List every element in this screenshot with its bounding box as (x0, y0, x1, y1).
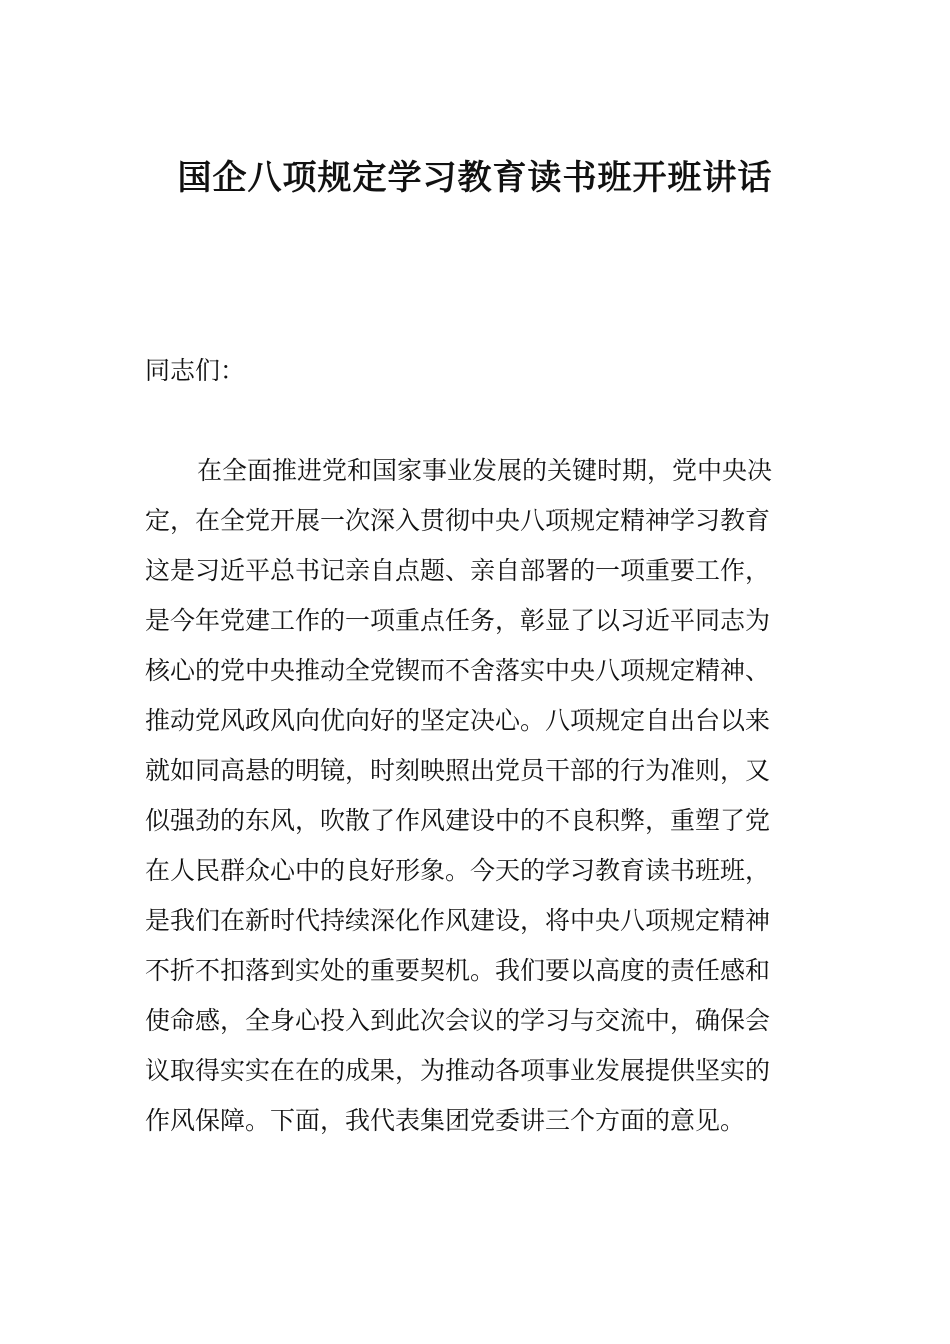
document-title: 国企八项规定学习教育读书班开班讲话 (177, 158, 773, 198)
paragraph-line: 核心的党中央推动全党锲而不舍落实中央八项规定精神、 (145, 656, 771, 685)
paragraph-line: 这是习近平总书记亲自点题、亲自部署的一项重要工作， (145, 556, 771, 585)
paragraph-line: 使命感，全身心投入到此次会议的学习与交流中，确保会 (145, 1006, 771, 1035)
paragraph-line: 议取得实实在在的成果，为推动各项事业发展提供坚实的 (145, 1056, 771, 1085)
paragraph-line: 似强劲的东风，吹散了作风建设中的不良积弊，重塑了党 (145, 806, 771, 835)
body-paragraph (145, 446, 809, 1146)
paragraph-line: 定，在全党开展一次深入贯彻中央八项规定精神学习教育 (145, 506, 771, 535)
paragraph-line: 是今年党建工作的一项重点任务，彰显了以习近平同志为 (145, 606, 771, 635)
paragraph-line: 就如同高悬的明镜，时刻映照出党员干部的行为准则，又 (145, 756, 771, 785)
paragraph-line: 不折不扣落到实处的重要契机。我们要以高度的责任感和 (145, 956, 771, 985)
paragraph-line: 推动党风政风向优向好的坚定决心。八项规定自出台以来 (145, 706, 771, 735)
paragraph-line: 是我们在新时代持续深化作风建设，将中央八项规定精神 (145, 906, 771, 935)
salutation: 同志们： (145, 356, 246, 385)
paragraph-line: 在全面推进党和国家事业发展的关键时期，党中央决 (197, 456, 773, 485)
paragraph-line: 作风保障。下面，我代表集团党委讲三个方面的意见。 (145, 1106, 746, 1135)
paragraph-line: 在人民群众心中的良好形象。今天的学习教育读书班班， (145, 856, 771, 885)
